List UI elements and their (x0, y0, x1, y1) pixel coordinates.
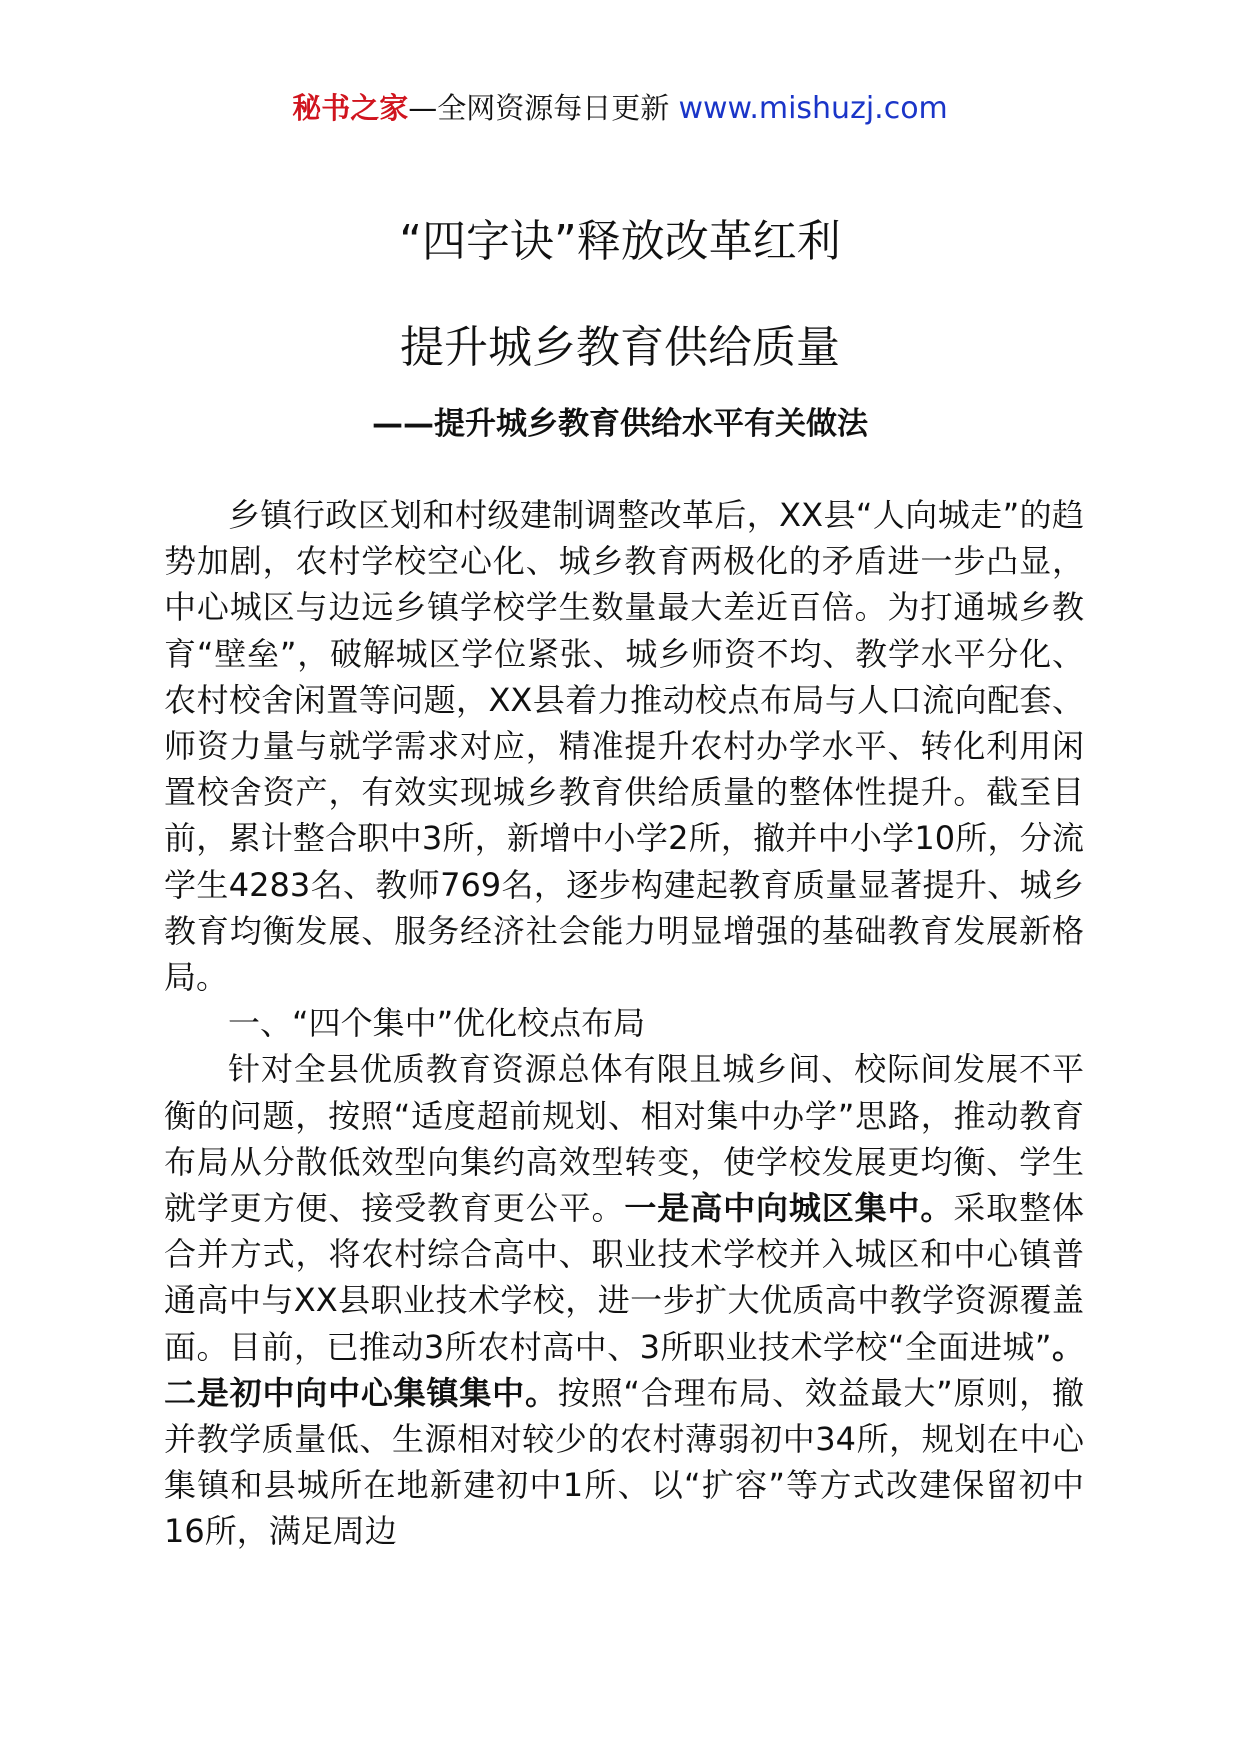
document-body (164, 492, 1084, 1555)
section-emphasis-1: 一是高中向城区集中。 (624, 1189, 954, 1228)
site-header (0, 88, 1240, 129)
document-subtitle: ——提升城乡教育供给水平有关做法 (372, 406, 868, 442)
section-text-1: 针对全县优质教育资源总体有限且城乡间、校际间发展不平衡的问题，按照“适度超前规划、相对集中办学”思路，推动教育布局从分散低效型向集约高效型转变，使学校发展更均衡、学生就学更方便、接受教育更公平。 (164, 1050, 1084, 1228)
section-heading: 一、“四个集中”优化校点布局 (228, 1004, 646, 1043)
intro-paragraph: 乡镇行政区划和村级建制调整改革后，XX县“人向城走”的趋势加剧，农村学校空心化、城乡教育两极化的矛盾进一步凸显，中心城区与边远乡镇学校学生数量最大差近百倍。为打通城乡教育“壁垒”，破解城区学位紧张、城乡师资不均、教学水平分化、农村校舍闲置等问题，XX县着力推动校点布局与人口流向配套、师资力量与就学需求对应，精准提升农村办学水平、转化利用闲置校舍资产，有效实现城乡教育供给质量的整体性提升。截至目前，累计整合职中3所，新增中小学2所，撤并中小学10所，分流学生4283名、教师769名，逐步构建起教育质量显著提升、城乡教育均衡发展、服务经济社会能力明显增强的基础教育发展新格局。 (164, 496, 1084, 997)
site-brand: 秘书之家 (292, 91, 409, 125)
section-emphasis-2: 。二是初中向中心集镇集中。 (164, 1327, 1084, 1412)
section-paragraph (164, 1046, 1084, 1554)
site-tagline: —全网资源每日更新 (408, 91, 670, 125)
document-title-line1: “四字诀”释放改革红利 (399, 216, 841, 267)
site-url-link[interactable]: www.mishuzj.com (678, 91, 948, 126)
section-text-2: 采取整体合并方式，将农村综合高中、职业技术学校并入城区和中心镇普通高中与XX县职业技术学校，进一步扩大优质高中教学资源覆盖面。目前，已推动3所农村高中、3所职业技术学校“全面进城” (164, 1189, 1084, 1366)
document-title-line2: 提升城乡教育供给质量 (400, 322, 840, 373)
section-text-3: 按照“合理布局、效益最大”原则，撤并教学质量低、生源相对较少的农村薄弱初中34所，规划在中心集镇和县城所在地新建初中1所、以“扩容”等方式改建保留初中16所，满足周边 (164, 1373, 1084, 1551)
